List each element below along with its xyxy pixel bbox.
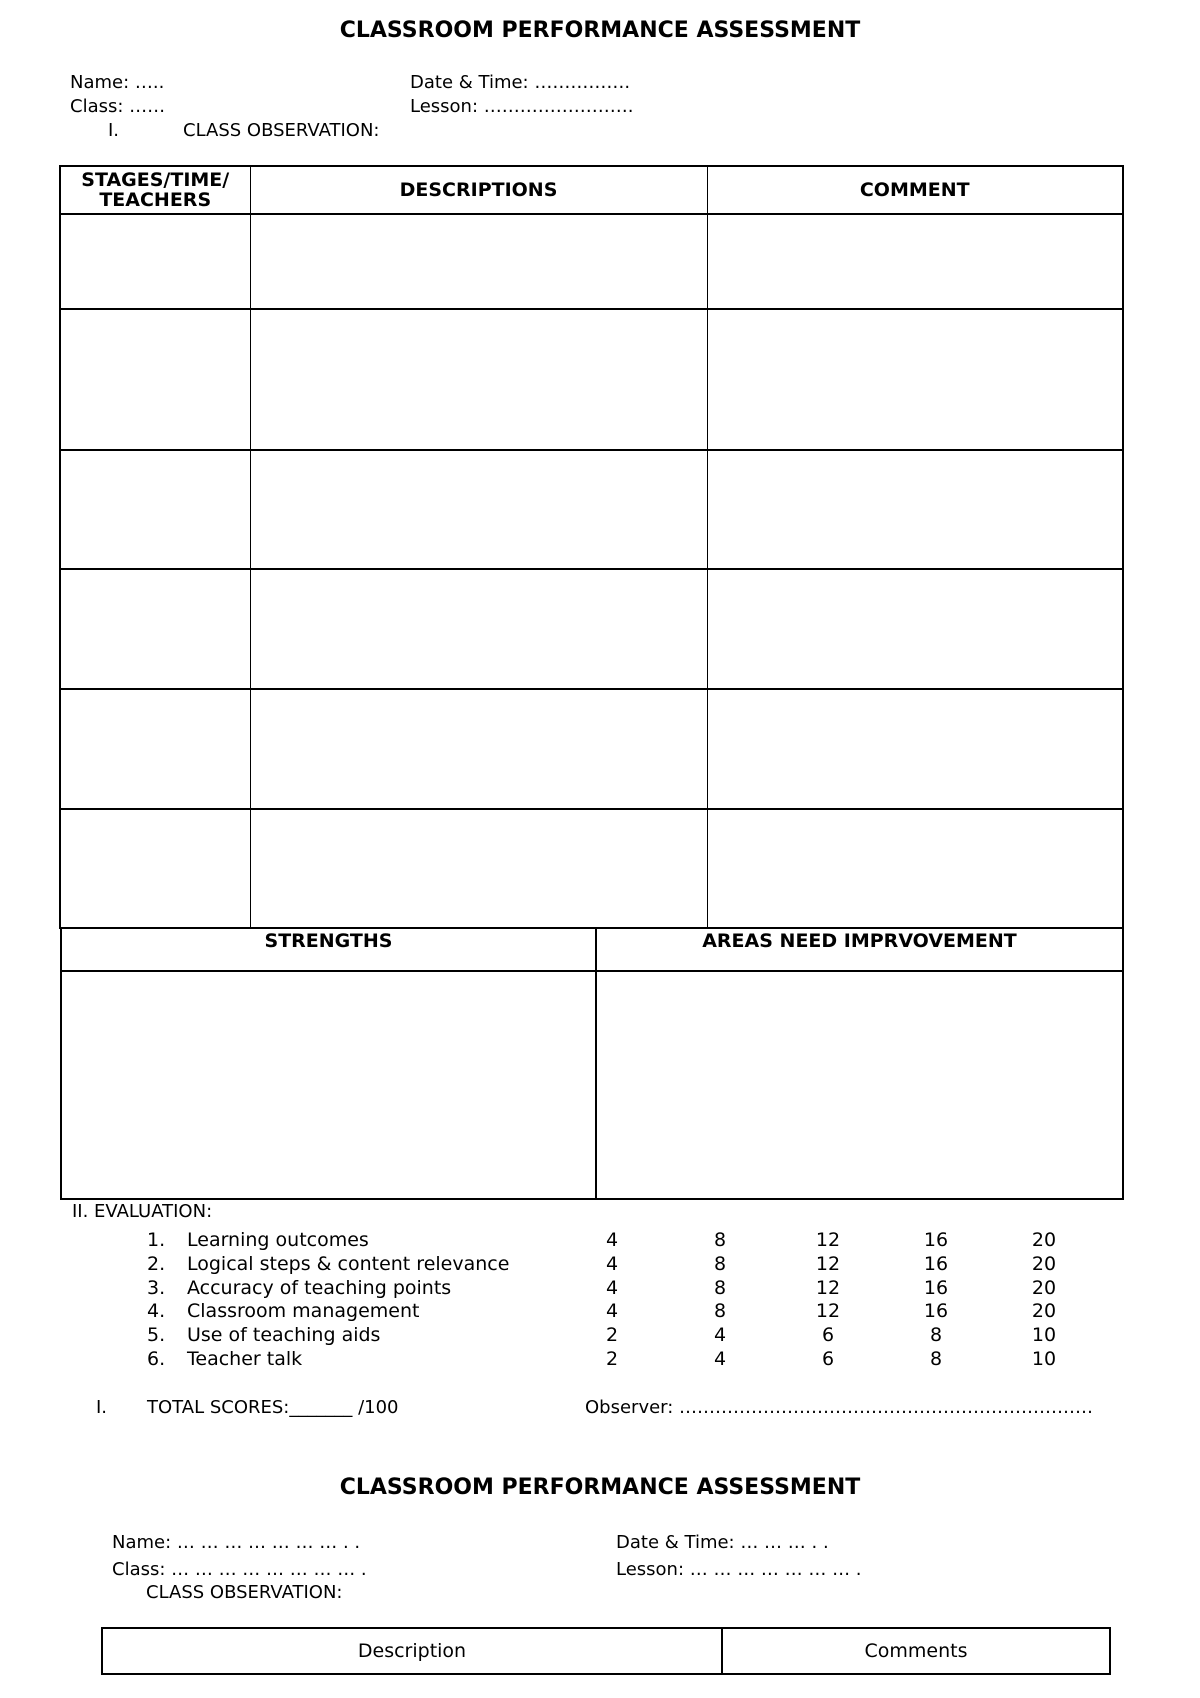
evaluation-item-number: 6.	[147, 1348, 166, 1370]
score-option[interactable]: 4	[713, 1348, 727, 1370]
description-cell[interactable]	[250, 809, 707, 928]
score-option[interactable]: 4	[605, 1252, 619, 1275]
score-option[interactable]: 12	[815, 1229, 841, 1251]
evaluation-item-number: 1.	[147, 1229, 166, 1251]
score-option[interactable]: 16	[923, 1276, 949, 1299]
comment-cell[interactable]	[707, 214, 1123, 309]
score-option[interactable]: 6	[821, 1324, 835, 1347]
date-time-field-2: Date & Time: … … … . .	[616, 1532, 829, 1553]
header-comments: Comments	[722, 1628, 1110, 1674]
description-cell[interactable]	[250, 450, 707, 569]
comment-cell[interactable]	[707, 309, 1123, 450]
strengths-improvement-table	[60, 927, 1124, 1200]
total-scores: TOTAL SCORES:_______ /100	[147, 1397, 399, 1418]
score-option[interactable]: 16	[923, 1252, 949, 1275]
score-option[interactable]: 4	[605, 1276, 619, 1299]
score-option[interactable]: 10	[1031, 1348, 1057, 1370]
sw-header-row	[61, 928, 1123, 972]
score-option[interactable]: 8	[929, 1324, 943, 1347]
score-option[interactable]: 20	[1031, 1276, 1057, 1299]
score-option[interactable]: 20	[1031, 1229, 1057, 1251]
strengths-cell[interactable]	[61, 971, 596, 1199]
score-option[interactable]: 4	[713, 1324, 727, 1347]
table-row	[60, 689, 1123, 809]
score-option[interactable]: 10	[1031, 1324, 1057, 1347]
section-heading-2: CLASS OBSERVATION:	[146, 1582, 343, 1603]
table-header-row	[60, 166, 1123, 214]
evaluation-item	[0, 1277, 1200, 1301]
class-field: Class: ……	[70, 96, 166, 117]
evaluation-item-label: Accuracy of teaching points	[187, 1276, 452, 1299]
score-option[interactable]: 16	[923, 1229, 949, 1251]
description-cell[interactable]	[250, 214, 707, 309]
section-number: I.	[108, 120, 120, 141]
header-descriptions: DESCRIPTIONS	[250, 166, 707, 214]
evaluation-item-number: 2.	[147, 1252, 166, 1275]
description-cell[interactable]	[250, 569, 707, 689]
comment-cell[interactable]	[707, 450, 1123, 569]
evaluation-item-label: Teacher talk	[187, 1348, 303, 1370]
description-cell[interactable]	[250, 309, 707, 450]
comment-cell[interactable]	[707, 809, 1123, 928]
evaluation-item-label: Learning outcomes	[187, 1229, 369, 1251]
evaluation-item-label: Classroom management	[187, 1300, 420, 1323]
score-option[interactable]: 12	[815, 1300, 841, 1323]
evaluation-item	[0, 1324, 1200, 1348]
stage-cell[interactable]	[60, 569, 250, 689]
description-cell[interactable]	[250, 689, 707, 809]
evaluation-item-number: 3.	[147, 1276, 166, 1299]
comment-cell[interactable]	[707, 569, 1123, 689]
evaluation-item-number: 5.	[147, 1324, 166, 1347]
table-row	[60, 809, 1123, 928]
name-field: Name: …..	[70, 72, 165, 93]
score-option[interactable]: 8	[713, 1229, 727, 1251]
header-improvement: AREAS NEED IMPRVOVEMENT	[596, 928, 1123, 972]
stage-cell[interactable]	[60, 214, 250, 309]
total-number: I.	[96, 1397, 108, 1418]
lesson-field: Lesson: …………………….	[410, 96, 634, 117]
class-field-2: Class: … … … … … … … … .	[112, 1559, 367, 1580]
stage-cell[interactable]	[60, 309, 250, 450]
score-option[interactable]: 12	[815, 1252, 841, 1275]
evaluation-item-label: Use of teaching aids	[187, 1324, 381, 1347]
evaluation-item-label: Logical steps & content relevance	[187, 1252, 510, 1275]
stage-cell[interactable]	[60, 689, 250, 809]
score-option[interactable]: 12	[815, 1276, 841, 1299]
sw-body-row	[61, 971, 1123, 1199]
header-description: Description	[102, 1628, 722, 1674]
header-stages-line1: STAGES/TIME/	[81, 169, 230, 191]
observation-table	[59, 165, 1124, 929]
score-option[interactable]: 4	[605, 1229, 619, 1251]
score-option[interactable]: 8	[929, 1348, 943, 1370]
table-row	[60, 569, 1123, 689]
evaluation-item	[0, 1348, 1200, 1372]
section-heading: CLASS OBSERVATION:	[183, 120, 380, 141]
score-option[interactable]: 8	[713, 1276, 727, 1299]
score-option[interactable]: 20	[1031, 1252, 1057, 1275]
page-title: CLASSROOM PERFORMANCE ASSESSMENT	[339, 18, 861, 43]
description-comments-table	[101, 1627, 1111, 1675]
improvement-cell[interactable]	[596, 971, 1123, 1199]
observer-field: Observer: ……………………………………………………………	[585, 1397, 1094, 1418]
header-stages-line2: TEACHERS	[99, 189, 212, 211]
lesson-field-2: Lesson: … … … … … … … .	[616, 1559, 862, 1580]
score-option[interactable]: 2	[605, 1324, 619, 1347]
stage-cell[interactable]	[60, 450, 250, 569]
date-time-field: Date & Time: …………….	[410, 72, 631, 93]
score-option[interactable]: 6	[821, 1348, 835, 1370]
score-option[interactable]: 4	[605, 1300, 619, 1323]
stage-cell[interactable]	[60, 809, 250, 928]
evaluation-item	[0, 1300, 1200, 1324]
second-page-title: CLASSROOM PERFORMANCE ASSESSMENT	[339, 1475, 861, 1500]
header-stages	[60, 166, 250, 214]
comment-cell[interactable]	[707, 689, 1123, 809]
table-row	[60, 309, 1123, 450]
header-strengths: STRENGTHS	[61, 928, 596, 972]
evaluation-item	[0, 1253, 1200, 1277]
score-option[interactable]: 16	[923, 1300, 949, 1323]
score-option[interactable]: 8	[713, 1252, 727, 1275]
table-row	[60, 450, 1123, 569]
header-comment: COMMENT	[707, 166, 1123, 214]
name-field-2: Name: … … … … … … … . .	[112, 1532, 361, 1553]
evaluation-heading: II. EVALUATION:	[72, 1201, 213, 1222]
evaluation-item	[0, 1229, 1200, 1253]
score-option[interactable]: 20	[1031, 1300, 1057, 1323]
table-row	[60, 214, 1123, 309]
score-option[interactable]: 2	[605, 1348, 619, 1370]
score-option[interactable]: 8	[713, 1300, 727, 1323]
evaluation-item-number: 4.	[147, 1300, 166, 1323]
